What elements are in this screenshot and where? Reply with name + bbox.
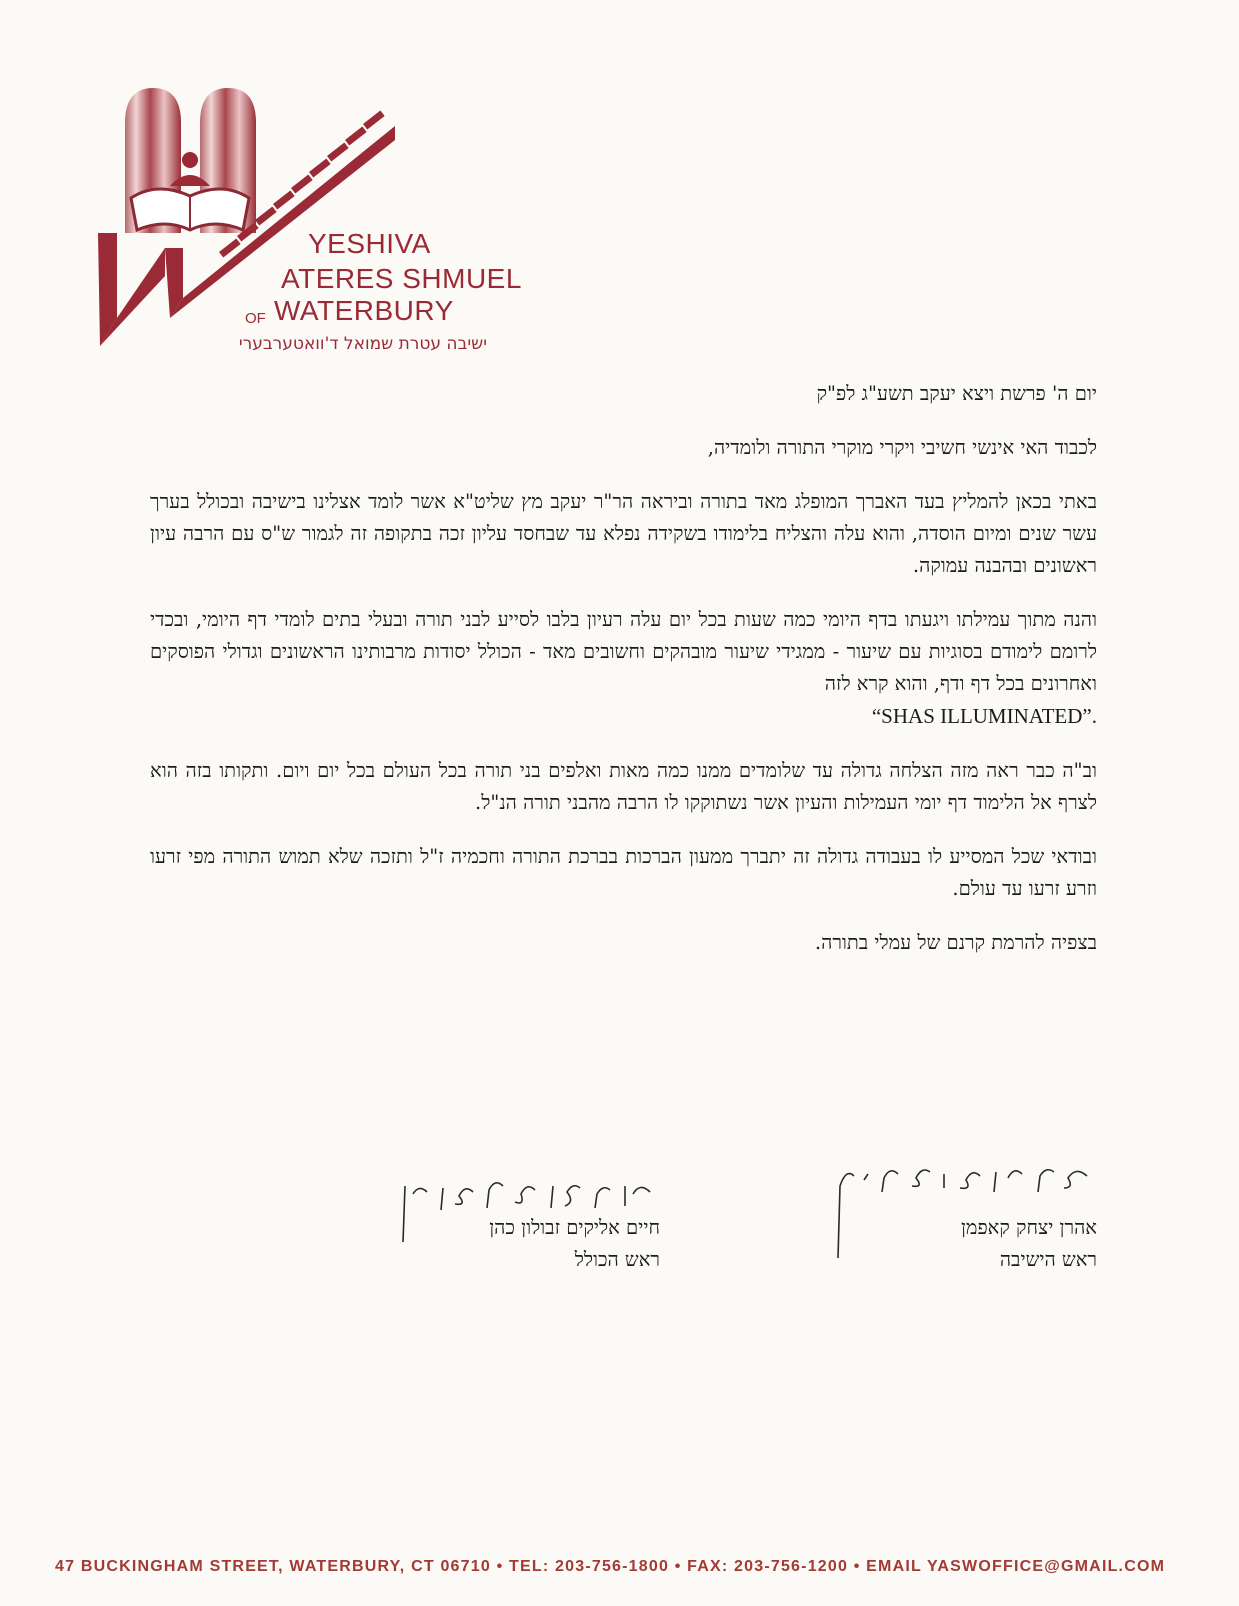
signatory-left-name: חיים אליקים זבולון כהן [489, 1216, 660, 1239]
letter-body [150, 378, 1097, 981]
brand-hebrew-name: ישיבה עטרת שמואל ד'וואטערבערי [238, 334, 487, 354]
signatory-left-title: ראש הכולל [574, 1248, 660, 1271]
salutation: לכבוד האי אינשי חשיבי ויקרי מוקרי התורה ולומדיה, [707, 436, 1097, 459]
paragraph-4: ובודאי שכל המסייע לו בעבודה גדולה זה יתברך ממעון הברכות בברכת התורה וחכמיה ז"ל ותזכה שלא תמוש התורה מפי זרעו וזרע זרעו עד עולם. [150, 845, 1097, 900]
paragraph-1: באתי בכאן להמליץ בעד האברך המופלג מאד בתורה וביראה הר"ר יעקב מץ שליט"א אשר לומד אצלינו בישיבה ובכולל בערך עשר שנים ומיום הוסדה, והוא עלה והצליח בלימודו בשקידה נפלא עד שבחסד עליון זכה בתקופה זה לגמור ש"ס עם הרבה עיון ראשונים ובהבנה עמוקה. [150, 490, 1097, 577]
footer-contact-line: 47 BUCKINGHAM STREET, WATERBURY, CT 06710 • TEL: 203-756-1800 • FAX: 203-756-1200 • EMAIL YASWOFFICE@GMAIL.COM [55, 1558, 1166, 1575]
paragraph-3: וב"ה כבר ראה מזה הצלחה גדולה עד שלומדים ממנו כמה מאות ואלפים בני תורה בכל העולם בכל יום ויום. ותקותו בזה הוא לצרף אל הלימוד דף יומי העמילות והעיון אשר נשתוקקו לו הרבה מהבני תורה הנ"ל. [150, 759, 1097, 814]
brand-name-of: OF [245, 310, 266, 327]
date-line: יום ה' פרשת ויצא יעקב תשע"ג לפ"ק [816, 382, 1097, 405]
signatory-right-title: ראש הישיבה [999, 1248, 1097, 1271]
brand-name-line-1: YESHIVA [308, 228, 431, 259]
brand-name-line-3: WATERBURY [274, 295, 454, 326]
paragraph-2-hebrew: והנה מתוך עמילתו ויגעתו בדף היומי כמה שעות בכל יום עלה רעיון בלבו לסייע לבני תורה ובעלי בתים לומדי דף היומי, ובכדי לרומם לימודם בסוגיות עם שיעור - ממגידי שיעור מובהקים וחשובים מאד - הכולל יסודות מרבותינו הראשונים וגדולי הפוסקים ואחרונים בכל דף ודף, והוא קרא לזה [150, 608, 1097, 695]
letterhead [95, 88, 522, 358]
shas-illuminated-title: “SHAS ILLUMINATED”. [871, 704, 1097, 728]
closing-line: בצפיה להרמת קרנם של עמלי בתורה. [814, 931, 1097, 954]
signatory-right-name: אהרן יצחק קאפמן [960, 1216, 1097, 1239]
brand-name-line-2: ATERES SHMUEL [281, 263, 522, 294]
paragraph-2 [150, 604, 1097, 733]
